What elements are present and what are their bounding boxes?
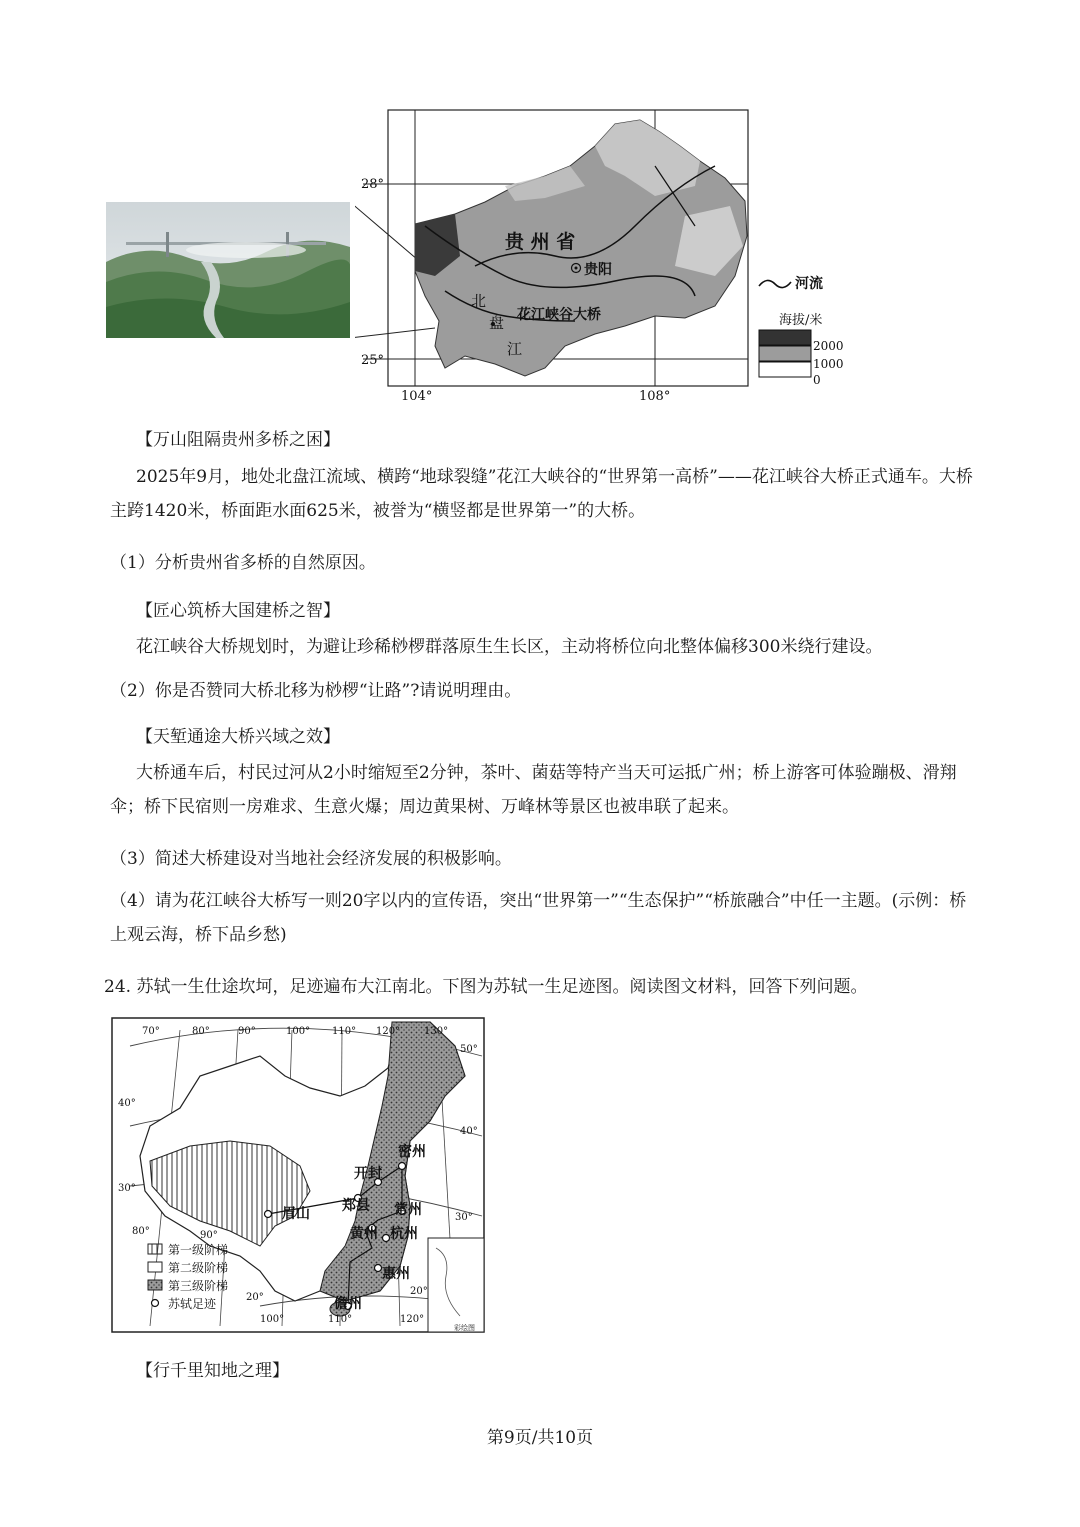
legend-third-step: 第三级阶梯 bbox=[168, 1279, 229, 1293]
page-footer: 第9页/共10页 bbox=[486, 1428, 594, 1448]
legend-first-step: 第一级阶梯 bbox=[168, 1243, 229, 1257]
river-char-2: 盘 bbox=[489, 314, 505, 332]
lon-label-108: 108° bbox=[639, 389, 671, 404]
section-title-3: 【天堑通途大桥兴域之效】 bbox=[136, 727, 340, 747]
lat-right-50: 50° bbox=[460, 1044, 478, 1055]
bottom-label-120: 120° bbox=[400, 1314, 425, 1325]
city-mizhou: 密州 bbox=[398, 1144, 426, 1160]
question-2: （2）你是否赞同大桥北移为桫椤“让路”?请说明理由。 bbox=[110, 681, 522, 701]
lat-right-40: 40° bbox=[460, 1126, 478, 1137]
lon-90: 90° bbox=[238, 1026, 256, 1037]
city-huangzhou: 黄州 bbox=[350, 1226, 378, 1242]
bottom-label-90: 90° bbox=[200, 1230, 218, 1241]
city-danzhou: 儋州 bbox=[334, 1296, 362, 1312]
river-char-3: 江 bbox=[507, 340, 523, 358]
lon-80: 80° bbox=[192, 1026, 210, 1037]
section-1-paragraph: 2025年9月，地处北盘江流域、横跨“地球裂缝”花江大峡谷的“世界第一高桥”——花江峡谷大桥正式通车。大桥主跨1420米，桥面距水面625米，被誉为“横竖都是世界第一”的大桥。 bbox=[110, 467, 973, 521]
bottom-label-20a: 20° bbox=[246, 1292, 264, 1303]
capital-label: 贵阳 bbox=[584, 262, 612, 278]
question-4: （4）请为花江峡谷大桥写一则20字以内的宣传语，突出“世界第一”“生态保护”“桥旅融合”中任一主题。(示例：桥上观云海，桥下品乡愁) bbox=[110, 891, 967, 945]
city-meishan: 眉山 bbox=[282, 1206, 310, 1222]
lon-70: 70° bbox=[142, 1026, 160, 1037]
question-24: 24. 苏轼一生仕途坎坷，足迹遍布大江南北。下图为苏轼一生足迹图。阅读图文材料，回答下列问题。 bbox=[104, 977, 868, 997]
map-credit: 彩绘图 bbox=[454, 1324, 475, 1332]
river-char-1: 北 bbox=[471, 292, 487, 310]
bottom-label-110: 110° bbox=[328, 1314, 353, 1325]
city-kaifeng: 开封 bbox=[354, 1166, 382, 1182]
city-zhengxian: 郑县 bbox=[342, 1198, 370, 1214]
guizhou-map bbox=[355, 106, 855, 406]
lon-100: 100° bbox=[286, 1026, 311, 1037]
legend-footprint: 苏轼足迹 bbox=[168, 1297, 217, 1311]
province-label: 贵 州 省 bbox=[505, 231, 576, 253]
city-changzhou: 常州 bbox=[394, 1202, 422, 1218]
lon-130: 130° bbox=[424, 1026, 449, 1037]
city-huizhou: 惠州 bbox=[382, 1266, 410, 1282]
bottom-label-100: 100° bbox=[260, 1314, 285, 1325]
river-legend-line bbox=[759, 280, 791, 287]
lat-right-30: 30° bbox=[455, 1212, 473, 1223]
elev-legend-2000: 2000 bbox=[813, 339, 844, 353]
lat-label-28: 28° bbox=[361, 177, 385, 192]
bridge-label: 花江峡谷大桥 bbox=[517, 307, 601, 323]
section-3-paragraph: 大桥通车后，村民过河从2小时缩短至2分钟，茶叶、菌菇等特产当天可运抵广州；桥上游客可体验蹦极、滑翔伞；桥下民宿则一房难求、生意火爆；周边黄果树、万峰林等景区也被串联了起来。 bbox=[110, 763, 957, 817]
lon-120: 120° bbox=[376, 1026, 401, 1037]
section-2-paragraph: 花江峡谷大桥规划时，为避让珍稀桫椤群落原生生长区，主动将桥位向北整体偏移300米绕行建设。 bbox=[136, 637, 883, 657]
legend-second-step: 第二级阶梯 bbox=[168, 1261, 229, 1275]
lat-left-40: 40° bbox=[118, 1098, 136, 1109]
section-title-1: 【万山阻隔贵州多桥之困】 bbox=[136, 430, 340, 450]
question-1: （1）分析贵州省多桥的自然原因。 bbox=[110, 553, 376, 573]
river-legend-label: 河流 bbox=[795, 276, 823, 292]
section-title-4: 【行千里知地之理】 bbox=[136, 1361, 289, 1381]
section-title-2: 【匠心筑桥大国建桥之智】 bbox=[136, 601, 340, 621]
elev-legend-1000: 1000 bbox=[813, 357, 844, 371]
bottom-label-20b: 20° bbox=[410, 1286, 428, 1297]
lon-110: 110° bbox=[332, 1026, 357, 1037]
bridge-photo bbox=[106, 202, 350, 338]
elev-legend-0: 0 bbox=[813, 373, 821, 387]
sushi-map bbox=[110, 1016, 486, 1334]
lat-left-80: 80° bbox=[132, 1226, 150, 1237]
elev-legend-title: 海拔/米 bbox=[779, 313, 823, 328]
lon-label-104: 104° bbox=[401, 389, 433, 404]
lat-label-25: 25° bbox=[361, 353, 385, 368]
city-hangzhou: 杭州 bbox=[390, 1226, 418, 1242]
lat-left-30: 30° bbox=[118, 1183, 136, 1194]
question-3: （3）简述大桥建设对当地社会经济发展的积极影响。 bbox=[110, 849, 512, 869]
